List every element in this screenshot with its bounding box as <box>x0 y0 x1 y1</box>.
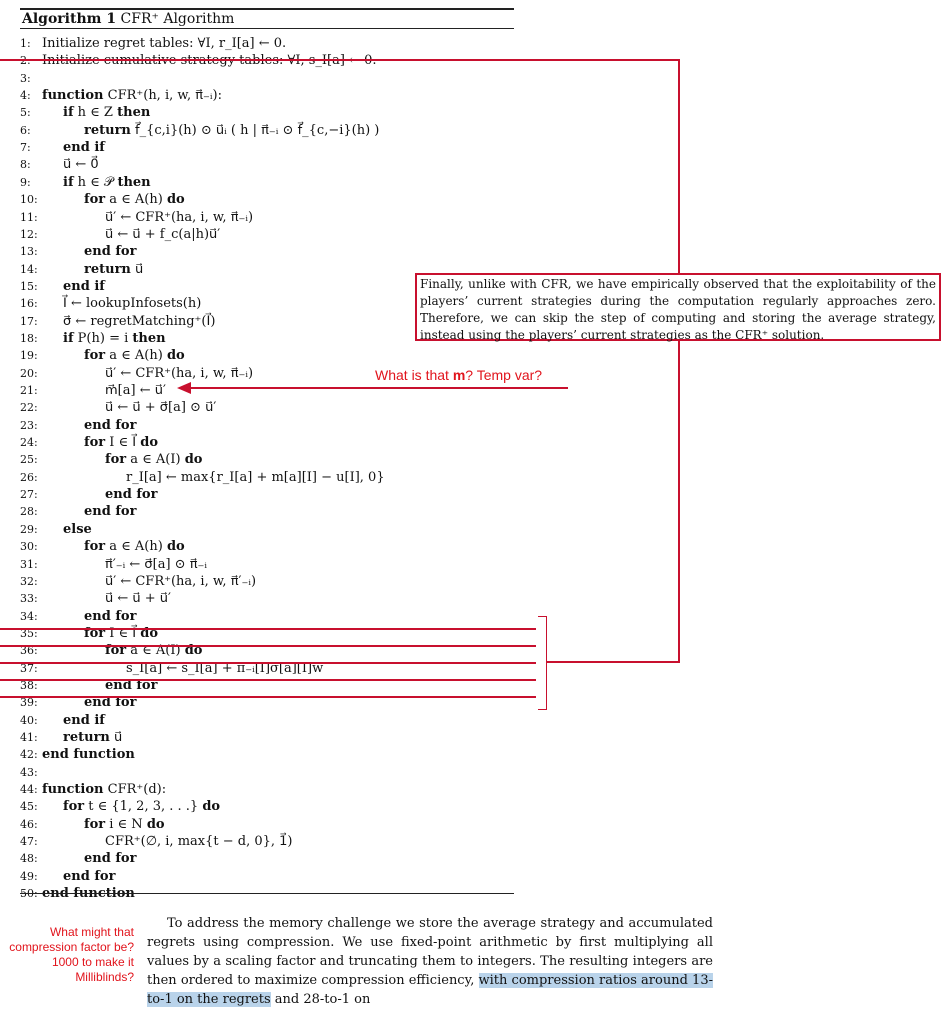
algorithm-line <box>20 868 115 885</box>
keyword: do <box>202 799 221 815</box>
keyword: do <box>184 643 203 659</box>
line-code <box>42 782 166 797</box>
line-text: I⃗ ← lookupInfosets(h) <box>63 296 202 312</box>
algorithm-line <box>20 417 136 434</box>
line-number: 44: <box>20 783 38 797</box>
line-number: 20: <box>20 366 38 380</box>
line-text: h ∈ Z <box>77 105 113 121</box>
line-number: 12: <box>20 227 38 241</box>
line-code <box>42 452 202 467</box>
keyword: for <box>84 539 106 555</box>
strike-line-39 <box>0 696 536 698</box>
para-highlight: with compression ratios around 13-to-1 on the regrets <box>147 973 713 1007</box>
keyword: for <box>84 816 106 832</box>
line-text: s_I[a] ← s_I[a] + π₋ᵢ[I]σ[a][I]w <box>126 660 324 676</box>
algorithm-line <box>20 87 222 104</box>
line-number: 36: <box>20 644 38 658</box>
keyword: end for <box>84 608 137 624</box>
line-number: 5: <box>20 106 31 120</box>
line-number: 46: <box>20 817 38 831</box>
line-number: 19: <box>20 349 38 363</box>
line-code <box>42 574 256 589</box>
algorithm-line <box>20 347 185 364</box>
algorithm-line <box>20 70 42 87</box>
keyword: do <box>184 452 203 468</box>
keyword: function <box>42 88 104 104</box>
line-code <box>42 522 92 537</box>
line-code <box>42 348 185 363</box>
line-code <box>42 314 215 329</box>
line-number: 22: <box>20 401 38 415</box>
algorithm-line <box>20 764 42 781</box>
line-text: I ∈ I⃗ <box>109 625 137 641</box>
line-number: 35: <box>20 626 38 640</box>
keyword: return <box>84 261 131 277</box>
algorithm-line <box>20 833 293 850</box>
line-code <box>42 383 166 398</box>
line-number: 13: <box>20 245 38 259</box>
line-code <box>42 799 220 814</box>
body-paragraph <box>147 914 713 1009</box>
keyword: end for <box>84 504 137 520</box>
line-number: 42: <box>20 748 38 762</box>
line-number: 9: <box>20 175 31 189</box>
line-number: 21: <box>20 384 38 397</box>
keyword: for <box>105 452 127 468</box>
keyword: for <box>84 625 106 641</box>
algorithm-line <box>20 521 92 538</box>
algorithm-header <box>20 8 514 29</box>
line-number: 26: <box>20 470 38 484</box>
line-text: π⃗′₋ᵢ ← σ⃗[a] ⊙ π⃗₋ᵢ <box>105 556 208 572</box>
line-text: a ∈ A(I) <box>130 643 181 659</box>
keyword: do <box>140 625 159 641</box>
algorithm-line <box>20 798 220 815</box>
note-box <box>415 273 941 341</box>
algorithm-line <box>20 122 379 139</box>
line-code <box>42 36 286 51</box>
line-number: 31: <box>20 557 38 571</box>
line-code <box>42 869 115 884</box>
line-number: 11: <box>20 210 38 224</box>
line-text: Initialize cumulative strategy tables: ∀I, s_I[a] ← 0. <box>42 53 377 69</box>
line-code <box>42 244 136 259</box>
line-number: 3: <box>20 71 31 85</box>
line-number: 1: <box>20 37 31 50</box>
algorithm-line <box>20 261 143 278</box>
line-number: 45: <box>20 800 38 814</box>
line-code <box>42 851 136 866</box>
keyword: end if <box>63 712 105 728</box>
line-text: u⃗ ← u⃗ + u⃗′ <box>105 591 171 607</box>
line-text: a ∈ A(h) <box>109 348 163 364</box>
line-number: 17: <box>20 314 38 328</box>
keyword: then <box>132 330 166 346</box>
line-text: t ∈ {1, 2, 3, . . .} <box>88 799 199 815</box>
line-text: u⃗ ← 0⃗ <box>63 157 99 173</box>
keyword: do <box>166 192 185 208</box>
line-number: 6: <box>20 123 31 137</box>
algorithm-line <box>20 712 105 729</box>
line-code <box>42 730 122 745</box>
algorithm-line <box>20 486 157 503</box>
line-number: 50: <box>20 887 38 901</box>
algorithm-line <box>20 278 105 295</box>
keyword: do <box>166 539 185 555</box>
line-text: I ∈ I⃗ <box>109 435 137 451</box>
bracket-lines-35-39 <box>538 616 547 710</box>
question-post: ? Temp var? <box>465 367 543 383</box>
algorithm-line <box>20 746 135 763</box>
keyword: end for <box>84 244 137 260</box>
line-text: u⃗ ← u⃗ + σ⃗[a] ⊙ u⃗′ <box>105 400 217 416</box>
line-number: 49: <box>20 869 38 883</box>
strike-line-35 <box>0 628 536 630</box>
line-text: h ∈ 𝒫 <box>77 174 114 190</box>
algorithm-line <box>20 209 253 226</box>
keyword: then <box>117 105 151 121</box>
line-code <box>42 747 135 762</box>
line-number: 8: <box>20 158 31 172</box>
algorithm-line <box>20 503 136 520</box>
side-note: What might that compression factor be? 1000 to make it Milliblinds? <box>9 925 134 984</box>
line-number: 48: <box>20 852 38 866</box>
line-text: u⃗′ ← CFR⁺(ha, i, w, π⃗₋ᵢ) <box>105 365 254 381</box>
line-code <box>42 105 150 120</box>
keyword: if <box>63 330 74 346</box>
connector-horizontal <box>546 661 680 663</box>
line-text: u⃗ <box>135 261 144 277</box>
line-text: i ∈ N <box>109 816 143 832</box>
line-code <box>42 140 105 155</box>
line-text: CFR⁺(∅, i, max{t − d, 0}, 1⃗) <box>105 834 293 850</box>
line-text: P(h) = i <box>77 330 129 346</box>
line-code <box>42 817 165 832</box>
algorithm-line <box>20 382 166 399</box>
line-code <box>42 279 105 294</box>
algorithm-line <box>20 608 136 625</box>
line-text: a ∈ A(h) <box>109 539 163 555</box>
algorithm-line <box>20 556 207 573</box>
line-number: 16: <box>20 297 38 311</box>
line-text: CFR⁺(h, i, w, π⃗₋ᵢ): <box>107 88 222 104</box>
line-text: a ∈ A(h) <box>109 192 163 208</box>
strike-line-38 <box>0 679 536 681</box>
line-number: 27: <box>20 488 38 502</box>
line-text: a ∈ A(I) <box>130 452 181 468</box>
line-code <box>42 713 105 728</box>
line-number: 40: <box>20 713 38 727</box>
line-text: u⃗ <box>114 730 123 745</box>
algorithm-line <box>20 816 165 833</box>
line-code <box>42 418 136 433</box>
keyword: do <box>140 435 159 451</box>
line-code <box>42 435 158 450</box>
keyword: end if <box>63 278 105 294</box>
line-text: CFR⁺(d): <box>107 782 167 798</box>
line-code <box>42 227 220 242</box>
keyword: end function <box>42 747 135 763</box>
line-number: 2: <box>20 54 31 68</box>
line-code <box>42 210 253 225</box>
algorithm-line <box>20 469 385 486</box>
line-number: 43: <box>20 765 38 779</box>
line-number: 23: <box>20 418 38 432</box>
note-text: Finally, unlike with CFR, we have empirically observed that the exploitability of the players’ current strategies during the computation regularly approaches zero. Therefore, we can skip the step of computing and storing the average strategy, instead using the players’ current strategies as the CFR⁺ solution. <box>420 277 936 342</box>
line-code <box>42 88 222 103</box>
line-code <box>42 504 136 519</box>
keyword: end for <box>63 868 116 884</box>
line-number: 32: <box>20 574 38 588</box>
para-before: To address the memory challenge we store the average strategy and accumulated regrets using compression. We use fixed-point arithmetic by first multiplying all values by a scaling factor and truncating them to integers. The resulting integers are then ordered to maximize compression efficiency, <box>147 916 713 988</box>
algorithm-line <box>20 573 256 590</box>
keyword: function <box>42 782 104 798</box>
line-text: u⃗ ← u⃗ + f_c(a|h)u⃗′ <box>105 226 221 242</box>
keyword: end for <box>105 677 158 693</box>
algorithm-line <box>20 434 158 451</box>
algorithm-line <box>20 104 150 121</box>
strike-line-36 <box>0 645 536 647</box>
line-text: Initialize regret tables: ∀I, r_I[a] ← 0. <box>42 36 287 51</box>
algorithm-title: CFR⁺ Algorithm <box>120 11 235 27</box>
keyword: end function <box>42 886 135 902</box>
keyword: do <box>166 348 185 364</box>
line-number: 33: <box>20 592 38 606</box>
line-code <box>42 331 166 346</box>
line-number: 37: <box>20 661 38 675</box>
strike-line-2 <box>0 59 680 61</box>
line-number: 47: <box>20 835 38 849</box>
keyword: for <box>84 348 106 364</box>
algorithm-label: Algorithm 1 <box>22 11 117 27</box>
line-code <box>42 834 293 849</box>
keyword: then <box>117 174 151 190</box>
keyword: for <box>63 799 85 815</box>
algorithm-line <box>20 174 151 191</box>
line-code <box>42 192 185 207</box>
line-text: m⃗[a] ← u⃗′ <box>105 383 166 398</box>
line-number: 34: <box>20 609 38 623</box>
line-code <box>42 157 99 172</box>
keyword: do <box>146 816 165 832</box>
keyword: for <box>105 643 127 659</box>
line-number: 7: <box>20 141 31 155</box>
keyword: for <box>84 192 106 208</box>
algorithm-line <box>20 156 99 173</box>
connector-vertical <box>678 59 680 663</box>
algorithm-line <box>20 451 202 468</box>
line-code <box>42 262 143 277</box>
algorithm-line <box>20 139 105 156</box>
line-number: 10: <box>20 193 38 207</box>
line-text: u⃗′ ← CFR⁺(ha, i, w, π⃗′₋ᵢ) <box>105 573 257 589</box>
line-number: 30: <box>20 540 38 554</box>
line-number: 28: <box>20 505 38 519</box>
line-number: 41: <box>20 731 38 744</box>
question-arrow <box>175 379 570 397</box>
keyword: end for <box>105 487 158 503</box>
keyword: if <box>63 105 74 121</box>
algorithm-line <box>20 538 185 555</box>
question-pre: What is that <box>375 367 453 383</box>
keyword: end for <box>84 851 137 867</box>
line-text: f⃗_{c,i}(h) ⊙ u⃗ᵢ ( h | π⃗₋ᵢ ⊙ f⃗_{c,−i}(h) ) <box>135 122 380 138</box>
keyword: return <box>63 730 110 745</box>
line-code <box>42 591 171 606</box>
line-text: σ⃗ ← regretMatching⁺(I⃗) <box>63 313 216 329</box>
line-number: 15: <box>20 279 38 293</box>
algorithm-line <box>20 243 136 260</box>
keyword: return <box>84 122 131 138</box>
line-number: 29: <box>20 522 38 536</box>
algorithm-line <box>20 590 171 607</box>
algorithm-line <box>20 35 286 52</box>
algorithm-bottom-rule <box>20 893 514 894</box>
line-number: 38: <box>20 678 38 692</box>
algorithm-line <box>20 729 122 746</box>
line-code <box>42 487 157 502</box>
algorithm-line <box>20 313 215 330</box>
keyword: end if <box>63 140 105 156</box>
algorithm-line <box>20 330 166 347</box>
line-code <box>42 539 185 554</box>
algorithm-line <box>20 399 216 416</box>
keyword: if <box>63 174 74 190</box>
line-number: 39: <box>20 696 38 710</box>
question-bold: m <box>452 367 466 383</box>
strike-line-37 <box>0 662 536 664</box>
algorithm-line <box>20 191 185 208</box>
line-code <box>42 470 385 485</box>
line-number: 24: <box>20 436 38 450</box>
line-code <box>42 175 151 190</box>
keyword: for <box>84 435 106 451</box>
line-number: 4: <box>20 89 31 103</box>
line-text: r_I[a] ← max{r_I[a] + m[a][I] − u[I], 0} <box>126 469 385 485</box>
line-code <box>42 609 136 624</box>
algorithm-line <box>20 850 136 867</box>
line-code <box>42 400 216 415</box>
line-number: 25: <box>20 453 38 467</box>
para-after: and 28-to-1 on <box>270 992 371 1007</box>
line-code <box>42 123 379 138</box>
keyword: end for <box>84 695 137 711</box>
line-code <box>42 296 201 311</box>
algorithm-line <box>20 781 166 798</box>
keyword: end for <box>84 417 137 433</box>
line-number: 14: <box>20 262 38 276</box>
line-code <box>42 557 207 572</box>
line-number: 18: <box>20 331 38 345</box>
line-text: u⃗′ ← CFR⁺(ha, i, w, π⃗₋ᵢ) <box>105 209 254 225</box>
algorithm-line <box>20 295 201 312</box>
algorithm-line <box>20 226 220 243</box>
keyword: else <box>63 521 92 537</box>
